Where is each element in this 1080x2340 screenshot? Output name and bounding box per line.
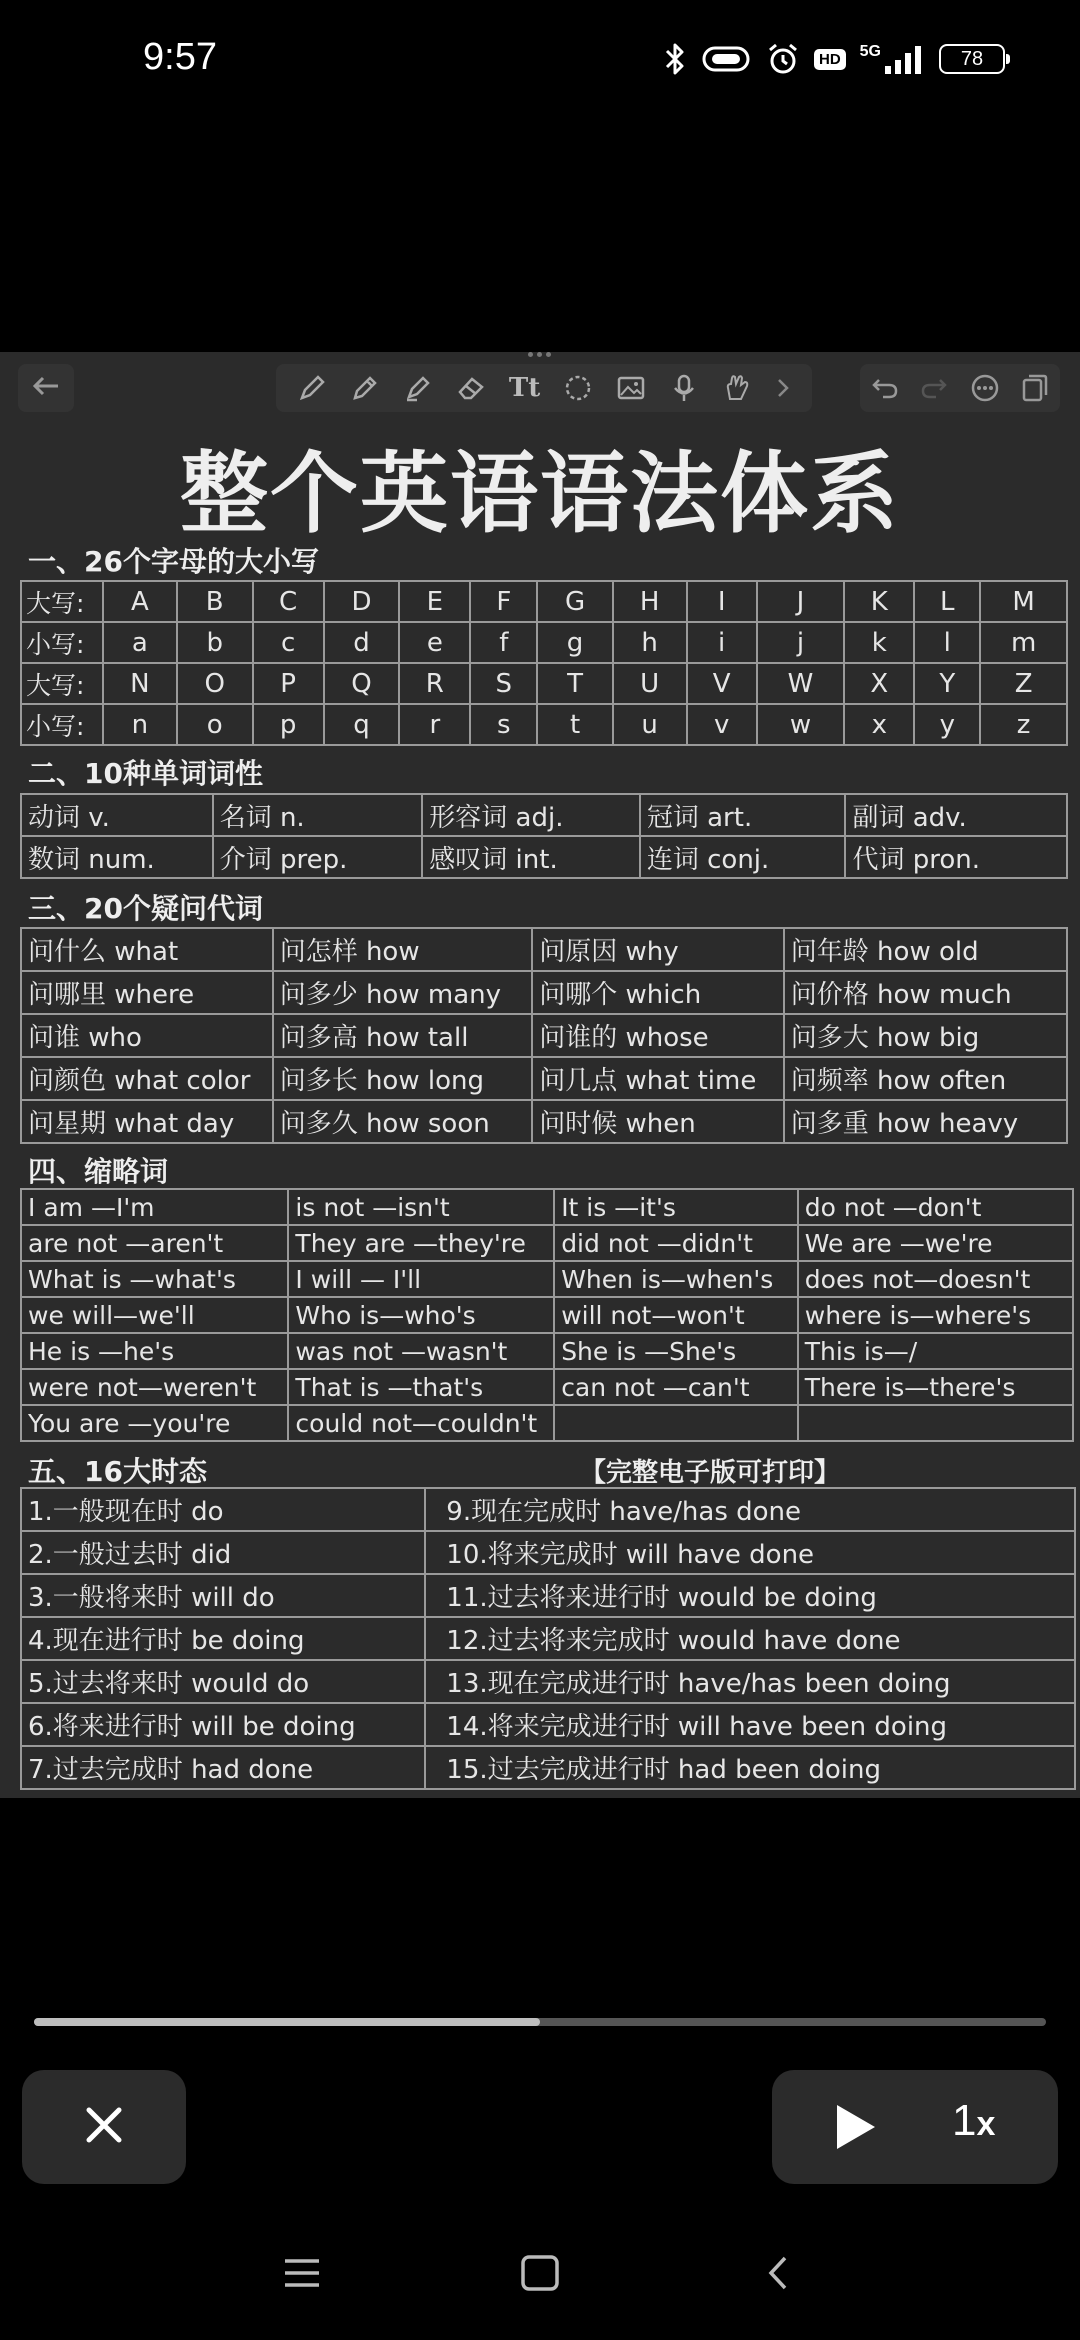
table-cell: m xyxy=(980,622,1067,663)
table-row xyxy=(21,1703,1075,1746)
table-cell: S xyxy=(470,663,537,704)
table-cell: X xyxy=(844,663,914,704)
pencil-icon[interactable] xyxy=(350,373,380,403)
table-cell: f xyxy=(470,622,537,663)
section-title-question-words: 三、20个疑问代词 xyxy=(28,892,263,925)
more-icon[interactable] xyxy=(970,373,1000,403)
table-row xyxy=(21,1297,1073,1333)
table-cell: 问价格 how much xyxy=(784,971,1067,1014)
table-cell: k xyxy=(844,622,914,663)
table-cell: She is —She's xyxy=(554,1333,798,1369)
signal-icon xyxy=(860,44,925,74)
table-cell: 问怎样 how xyxy=(273,928,533,971)
table-cell: 10.将来完成时 will have done xyxy=(425,1531,1075,1574)
table-row xyxy=(21,1574,1075,1617)
table-cell: were not—weren't xyxy=(21,1369,288,1405)
table-cell: 问哪个 which xyxy=(532,971,784,1014)
close-button[interactable] xyxy=(22,2070,186,2184)
table-cell: That is —that's xyxy=(288,1369,554,1405)
image-icon[interactable] xyxy=(616,373,646,403)
table-cell: 代词 pron. xyxy=(845,836,1067,878)
table-row xyxy=(21,1531,1075,1574)
table-cell: 问颜色 what color xyxy=(21,1057,273,1100)
question-words-table xyxy=(20,927,1068,1144)
bluetooth-icon xyxy=(664,42,686,76)
table-row xyxy=(21,581,1067,622)
table-cell: 问多长 how long xyxy=(273,1057,533,1100)
table-cell: 动词 v. xyxy=(21,794,213,836)
table-cell: R xyxy=(399,663,470,704)
redo-icon[interactable] xyxy=(920,376,948,400)
table-cell: G xyxy=(537,581,612,622)
history-group xyxy=(860,364,1060,412)
table-cell: K xyxy=(844,581,914,622)
table-cell: where is—where's xyxy=(798,1297,1073,1333)
table-cell: is not —isn't xyxy=(288,1189,554,1225)
table-cell: y xyxy=(914,704,980,745)
table-cell: x xyxy=(844,704,914,745)
table-cell: Who is—who's xyxy=(288,1297,554,1333)
table-cell: will not—won't xyxy=(554,1297,798,1333)
contractions-table xyxy=(20,1188,1074,1442)
table-cell: 5.过去将来时 would do xyxy=(21,1660,425,1703)
table-cell: o xyxy=(177,704,253,745)
navigation-bar xyxy=(0,2230,1080,2320)
hd-icon: HD xyxy=(814,49,846,70)
table-cell: 连词 conj. xyxy=(640,836,846,878)
table-row xyxy=(21,1189,1073,1225)
table-cell: 问多重 how heavy xyxy=(784,1100,1067,1143)
back-nav-button[interactable] xyxy=(748,2250,808,2300)
table-cell: b xyxy=(177,622,253,663)
table-cell: t xyxy=(537,704,612,745)
table-row xyxy=(21,1014,1067,1057)
table-cell: do not —don't xyxy=(798,1189,1073,1225)
table-cell: d xyxy=(324,622,400,663)
table-cell: 冠词 art. xyxy=(640,794,846,836)
table-cell: I am —I'm xyxy=(21,1189,288,1225)
home-button[interactable] xyxy=(510,2250,570,2300)
pages-icon[interactable] xyxy=(1021,373,1049,403)
table-cell: j xyxy=(757,622,845,663)
table-cell: 大写: xyxy=(21,581,103,622)
table-row xyxy=(21,794,1067,836)
table-cell: 大写: xyxy=(21,663,103,704)
table-cell: e xyxy=(399,622,470,663)
page-title: 整个英语语法体系 xyxy=(179,442,900,545)
table-row xyxy=(21,622,1067,663)
battery-icon xyxy=(939,44,1005,74)
table-cell: 感叹词 int. xyxy=(422,836,640,878)
table-row xyxy=(21,663,1067,704)
table-cell: 3.一般将来时 will do xyxy=(21,1574,425,1617)
note-toolbar xyxy=(0,352,1080,424)
section-title-parts-of-speech: 二、10种单词词性 xyxy=(28,757,263,790)
table-cell: Y xyxy=(914,663,980,704)
table-cell xyxy=(798,1405,1073,1441)
table-cell: This is—/ xyxy=(798,1333,1073,1369)
speed-unit: x xyxy=(976,2105,996,2143)
tenses-table xyxy=(20,1487,1076,1790)
table-cell: 问谁的 whose xyxy=(532,1014,784,1057)
table-row xyxy=(21,1746,1075,1789)
table-cell: 1.一般现在时 do xyxy=(21,1488,425,1531)
speed-value: 1 xyxy=(952,2096,977,2145)
table-cell: When is—when's xyxy=(554,1261,798,1297)
table-cell: 问多久 how soon xyxy=(273,1100,533,1143)
status-time: 9:57 xyxy=(143,36,217,78)
table-cell: 问年龄 how old xyxy=(784,928,1067,971)
table-cell: 问多大 how big xyxy=(784,1014,1067,1057)
progress-bar[interactable] xyxy=(34,2018,1046,2026)
table-cell: V xyxy=(687,663,757,704)
table-cell: 副词 adv. xyxy=(845,794,1067,836)
progress-fill xyxy=(34,2018,540,2026)
parts-of-speech-table xyxy=(20,793,1068,879)
table-row xyxy=(21,1225,1073,1261)
table-cell: 15.过去完成进行时 had been doing xyxy=(425,1746,1075,1789)
table-cell: T xyxy=(537,663,612,704)
table-cell: L xyxy=(914,581,980,622)
table-cell: F xyxy=(470,581,537,622)
close-icon xyxy=(83,2104,125,2150)
print-note: 【完整电子版可打印】 xyxy=(580,1458,841,1488)
section-title-contractions: 四、缩略词 xyxy=(28,1155,169,1188)
table-cell: B xyxy=(177,581,253,622)
table-cell: 小写: xyxy=(21,704,103,745)
table-cell: was not —wasn't xyxy=(288,1333,554,1369)
table-cell: He is —he's xyxy=(21,1333,288,1369)
table-cell: P xyxy=(253,663,324,704)
table-cell: M xyxy=(980,581,1067,622)
table-cell: 小写: xyxy=(21,622,103,663)
table-cell: 数词 num. xyxy=(21,836,213,878)
table-cell xyxy=(554,1405,798,1441)
table-cell: q xyxy=(324,704,400,745)
table-cell: 形容词 adj. xyxy=(422,794,640,836)
table-cell: are not —aren't xyxy=(21,1225,288,1261)
table-row xyxy=(21,704,1067,745)
table-cell: You are —you're xyxy=(21,1405,288,1441)
section-title-tenses: 五、16大时态 xyxy=(28,1455,207,1488)
table-row xyxy=(21,1405,1073,1441)
network-type: 5G xyxy=(859,43,881,60)
table-row xyxy=(21,1261,1073,1297)
table-row xyxy=(21,1100,1067,1143)
table-cell: 问频率 how often xyxy=(784,1057,1067,1100)
table-cell: g xyxy=(537,622,612,663)
table-cell: 问原因 why xyxy=(532,928,784,971)
home-icon xyxy=(520,2254,560,2296)
table-cell: we will—we'll xyxy=(21,1297,288,1333)
table-cell: We are —we're xyxy=(798,1225,1073,1261)
table-cell: N xyxy=(103,663,177,704)
table-cell: What is —what's xyxy=(21,1261,288,1297)
table-cell: 问多高 how tall xyxy=(273,1014,533,1057)
back-button[interactable] xyxy=(18,364,74,412)
table-cell: J xyxy=(757,581,845,622)
table-cell: 13.现在完成进行时 have/has been doing xyxy=(425,1660,1075,1703)
tool-group xyxy=(276,364,812,412)
table-cell: A xyxy=(103,581,177,622)
table-cell: It is —it's xyxy=(554,1189,798,1225)
alarm-icon xyxy=(766,42,800,76)
back-icon xyxy=(765,2254,791,2296)
table-cell: There is—there's xyxy=(798,1369,1073,1405)
microphone-icon[interactable] xyxy=(669,373,699,403)
table-row xyxy=(21,1488,1075,1531)
table-cell: 介词 prep. xyxy=(213,836,423,878)
document-image xyxy=(0,352,1080,1798)
table-cell: I xyxy=(687,581,757,622)
table-cell: w xyxy=(757,704,845,745)
chevron-right-icon[interactable] xyxy=(775,376,791,400)
table-cell: p xyxy=(253,704,324,745)
table-cell: 问谁 who xyxy=(21,1014,273,1057)
table-cell: v xyxy=(687,704,757,745)
table-cell: C xyxy=(253,581,324,622)
table-cell: does not—doesn't xyxy=(798,1261,1073,1297)
gesture-icon[interactable] xyxy=(722,373,752,403)
table-row xyxy=(21,1369,1073,1405)
eraser-icon[interactable] xyxy=(456,373,486,403)
table-cell: U xyxy=(613,663,687,704)
table-cell: Z xyxy=(980,663,1067,704)
play-icon xyxy=(831,2101,879,2157)
table-cell: l xyxy=(914,622,980,663)
table-cell: z xyxy=(980,704,1067,745)
playback-controls xyxy=(772,2070,1058,2184)
table-cell: 11.过去将来进行时 would be doing xyxy=(425,1574,1075,1617)
table-cell: E xyxy=(399,581,470,622)
table-cell: H xyxy=(613,581,687,622)
pen-icon[interactable] xyxy=(297,373,327,403)
table-cell: s xyxy=(470,704,537,745)
table-cell: 问时候 when xyxy=(532,1100,784,1143)
menu-icon xyxy=(282,2256,322,2294)
table-cell: can not —can't xyxy=(554,1369,798,1405)
table-cell: I will — I'll xyxy=(288,1261,554,1297)
table-cell: h xyxy=(613,622,687,663)
table-cell: 14.将来完成进行时 will have been doing xyxy=(425,1703,1075,1746)
status-bar xyxy=(0,0,1080,130)
table-row xyxy=(21,1333,1073,1369)
table-cell: did not —didn't xyxy=(554,1225,798,1261)
table-cell: r xyxy=(399,704,470,745)
table-row xyxy=(21,1660,1075,1703)
table-row xyxy=(21,928,1067,971)
table-cell: 7.过去完成时 had done xyxy=(21,1746,425,1789)
table-cell: could not—couldn't xyxy=(288,1405,554,1441)
table-cell: 2.一般过去时 did xyxy=(21,1531,425,1574)
table-cell: Q xyxy=(324,663,400,704)
highlighter-icon[interactable] xyxy=(403,373,433,403)
status-icons xyxy=(664,42,1005,76)
speed-button[interactable] xyxy=(952,2096,995,2156)
menu-button[interactable] xyxy=(272,2250,332,2300)
table-cell: 问几点 what time xyxy=(532,1057,784,1100)
table-cell: 问星期 what day xyxy=(21,1100,273,1143)
table-cell: 6.将来进行时 will be doing xyxy=(21,1703,425,1746)
table-cell: 4.现在进行时 be doing xyxy=(21,1617,425,1660)
table-cell: They are —they're xyxy=(288,1225,554,1261)
undo-icon[interactable] xyxy=(871,376,899,400)
text-style-icon[interactable]: Tt xyxy=(508,373,541,403)
table-row xyxy=(21,971,1067,1014)
back-arrow-icon xyxy=(32,375,60,401)
table-cell: 12.过去将来完成时 would have done xyxy=(425,1617,1075,1660)
table-cell: c xyxy=(253,622,324,663)
play-button[interactable] xyxy=(830,2104,880,2154)
table-cell: W xyxy=(757,663,845,704)
table-row xyxy=(21,1057,1067,1100)
table-row xyxy=(21,1617,1075,1660)
table-row xyxy=(21,836,1067,878)
table-cell: D xyxy=(324,581,400,622)
vibrate-icon xyxy=(700,44,752,74)
table-cell: 9.现在完成时 have/has done xyxy=(425,1488,1075,1531)
battery-level: 78 xyxy=(960,47,984,70)
table-cell: 名词 n. xyxy=(213,794,423,836)
table-cell: 问哪里 where xyxy=(21,971,273,1014)
table-cell: O xyxy=(177,663,253,704)
table-cell: a xyxy=(103,622,177,663)
table-cell: 问什么 what xyxy=(21,928,273,971)
table-cell: i xyxy=(687,622,757,663)
section-title-letters: 一、26个字母的大小写 xyxy=(28,545,319,578)
table-cell: u xyxy=(613,704,687,745)
table-cell: n xyxy=(103,704,177,745)
lasso-icon[interactable] xyxy=(563,373,593,403)
table-cell: 问多少 how many xyxy=(273,971,533,1014)
alphabet-table xyxy=(20,580,1068,746)
